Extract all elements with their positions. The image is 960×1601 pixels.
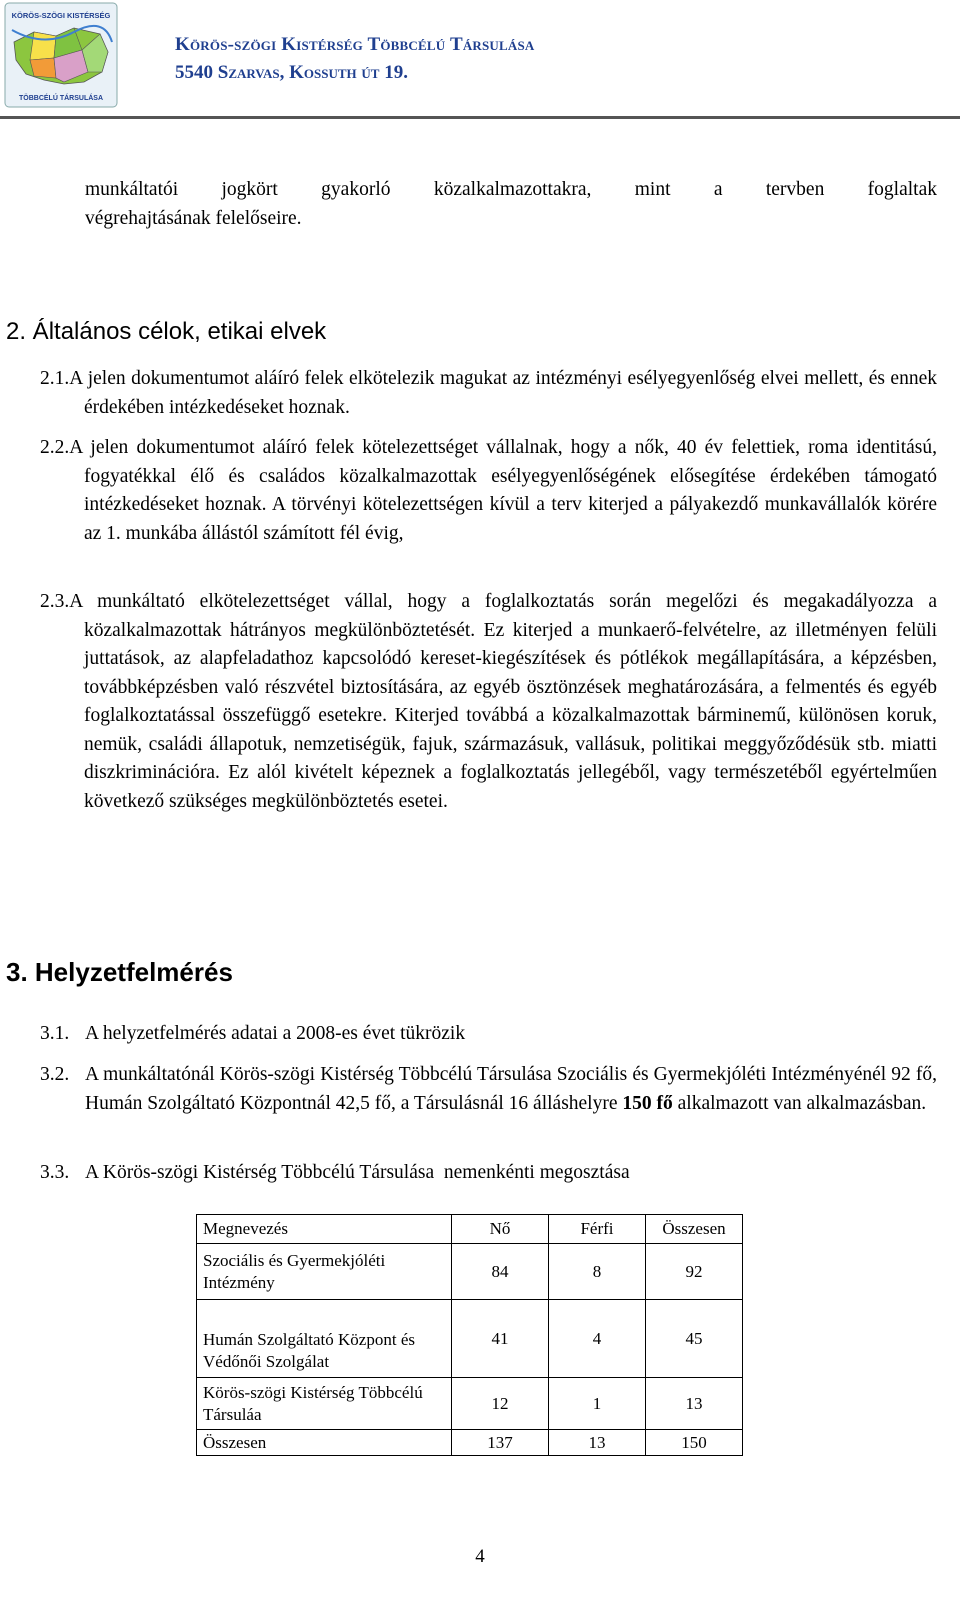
header-male: Férfi: [549, 1215, 646, 1244]
organization-address: [175, 62, 408, 84]
organization-name: [175, 34, 535, 56]
item-3-2-number: 3.2.: [40, 1064, 70, 1085]
intro-paragraph: [85, 176, 937, 233]
table-row: [197, 1244, 743, 1300]
organization-logo: [4, 2, 118, 108]
row-male: 4: [549, 1300, 646, 1378]
row-female: 84: [452, 1244, 549, 1300]
item-2-2: [40, 434, 937, 548]
intro-line-1: munkáltatói jogkört gyakorló közalkalmazottakra, mint a tervben foglaltak: [85, 179, 937, 200]
row-female: 137: [452, 1430, 549, 1456]
organization-name-text: Körös-szögi Kistérség Többcélú Társulása: [175, 34, 535, 55]
section-2-heading: 2. Általános célok, etikai elvek: [6, 318, 327, 345]
page-number: 4: [475, 1546, 485, 1567]
row-total: 45: [646, 1300, 743, 1378]
row-male: 8: [549, 1244, 646, 1300]
page-header: [0, 0, 960, 120]
table-row: [197, 1300, 743, 1378]
row-total: 13: [646, 1378, 743, 1430]
table-total-row: [197, 1430, 743, 1456]
item-3-2-text: [85, 1061, 937, 1118]
header-total: Összesen: [646, 1215, 743, 1244]
logo-text-top: KÖRÖS-SZÖGI KISTÉRSÉG: [11, 11, 111, 20]
row-male: 13: [549, 1430, 646, 1456]
table-row: [197, 1378, 743, 1430]
header-name: Megnevezés: [197, 1215, 452, 1244]
intro-line-2: végrehajtásának felelőseire.: [85, 207, 302, 229]
item-3-1-text: A helyzetfelmérés adatai a 2008-es évet tükrözik: [85, 1023, 466, 1044]
item-2-3: [40, 588, 937, 816]
row-female: 41: [452, 1300, 549, 1378]
row-female: 12: [452, 1378, 549, 1430]
row-name: Összesen: [197, 1430, 452, 1456]
item-2-2-text: 2.2.A jelen dokumentumot aláíró felek kötelezettséget vállalnak, hogy a nők, 40 év felettiek, roma identitású, fogyatékkal élő és családos közalkalmazottak esélyegyenlőségének elősegítése érdekében támogató intézkedéseket hoznak. A törvényi kötelezettségen kívül a terv kiterjed a pályakezdő munkavállalók körére az 1. munkába állástól számított fél évig,: [40, 437, 937, 544]
row-male: 1: [549, 1378, 646, 1430]
item-3-2-part-b: alkalmazott van alkalmazásban.: [672, 1092, 927, 1114]
header-rule: [0, 116, 960, 119]
item-3-3-number: 3.3.: [40, 1162, 70, 1183]
row-name: Humán Szolgáltató Központ és Védőnői Szolgálat: [197, 1300, 452, 1378]
row-name: Körös-szögi Kistérség Többcélú Társuláa: [197, 1378, 452, 1430]
item-3-2-bold: 150 fő: [622, 1092, 673, 1114]
item-2-3-text: 2.3.A munkáltató elkötelezettséget vállal, hogy a foglalkoztatás során megelőzi és megakadályozza a közalkalmazottak hátrányos megkülönböztetését. Ez kiterjed a munkaerő-felvételre, az illetményen felüli juttatások, az alapfeladathoz kapcsolódó kereset-kiegészítések és pótlékok megállapítására, a képzésben, továbbképzésben való részvétel biztosítására, az egyéb ösztönzések meghatározására, a felmentés és egyéb foglalkoztatással összefüggő esetekre. Kiterjed továbbá a közalkalmazottak bárminemű, különösen koruk, nemük, családi állapotuk, nemzetiségük, fajuk, származásuk, vallásuk, politikai meggyőződésük stb. miatti diszkriminációra. Ez alól kivételt képeznek a foglalkoztatás jellegéből, vagy természetéből egyértelműen következő szükséges megkülönböztetés esetei.: [40, 591, 937, 812]
header-female: Nő: [452, 1215, 549, 1244]
organization-address-text: 5540 Szarvas, Kossuth út 19.: [175, 62, 408, 83]
item-2-1: [40, 365, 937, 422]
item-3-2-part-a: A munkáltatónál Körös-szögi Kistérség Többcélú Társulása Szociális és Gyermekjóléti Intézményénél 92 fő, Humán Szolgáltató Központnál 42,5 fő, a Társulásnál 16 álláshelyre: [85, 1064, 937, 1114]
item-2-1-text: 2.1.A jelen dokumentumot aláíró felek elkötelezik magukat az intézményi esélyegyenlőség elvei mellett, és ennek érdekében intézkedéseket hoznak.: [40, 368, 937, 418]
row-total: 92: [646, 1244, 743, 1300]
table-header-row: [197, 1215, 743, 1244]
item-3-1-number: 3.1.: [40, 1023, 70, 1044]
item-3-3-text: A Körös-szögi Kistérség Többcélú Társulása nemenkénti megosztása: [85, 1162, 630, 1183]
logo-text-bottom: TÖBBCÉLÚ TÁRSULÁSA: [19, 95, 103, 102]
row-name: Szociális és Gyermekjóléti Intézmény: [197, 1244, 452, 1300]
row-total: 150: [646, 1430, 743, 1456]
staff-gender-table: [196, 1214, 743, 1456]
section-3-heading: 3. Helyzetfelmérés: [6, 957, 233, 987]
